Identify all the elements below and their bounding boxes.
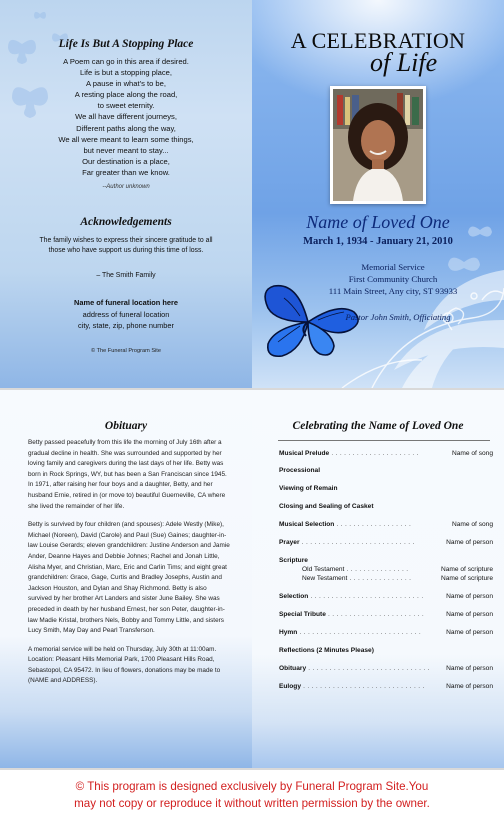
funeral-location-address: address of funeral location [82,310,170,319]
program-item-eulogy: Eulogy . . . . . . . . . . . . . . . . . . . . . . . . . . . . . Name of person [279,683,493,690]
program-item-prayer: Prayer . . . . . . . . . . . . . . . . . . . . . . . . . . . Name of person [279,539,493,546]
obituary-body [28,438,230,695]
poem-line: Our destination is a place, [82,156,170,166]
loved-one-name: Name of Loved One [306,212,450,232]
poem-line: Far greater than we know. [82,167,170,177]
program-item-closing-casket: Closing and Sealing of Casket [279,503,374,510]
acknowledgements-signature: – The Smith Family [96,272,156,279]
obituary-panel [0,390,252,768]
obituary-paragraph: Betty is survived by four children (and spouses): Adele Westly (Mike), Michael (Noreen), David (Carole) and Paul (Sue) Gaines; daughter-in-law Louise Gerards; eleven grandchildren: Justine Anderson and Jamie Ander, Deanne Hayes and Debbie Johnes; Rachel and Jonah Little, Alisha Myer, and Christian, Marc, Eric and Carlin Tims; and eight great grandchildren: Grace, Gage, Curtis and Bradley Josephs, Austin and Jackson Houston, and Dylan and Shay Richmond. Betty is also survived by her brother Art Landers and sister June Bailey. She was preceded in death by her husband Ernest, her son Peter, daughter-in-law Madie Kristal, brothers Nels, Bobby and Tommy Little, and sisters Lucy Smith, May Day and Pearl Transferson. [28,521,230,635]
poem-line: We all have different journeys, [75,112,177,122]
copyright-notice [0,778,504,812]
funeral-location-city: city, state, zip, phone number [78,321,174,330]
poem-text [0,56,252,178]
portrait-image [333,89,423,201]
order-of-service-title: Celebrating the Name of Loved One [292,420,464,432]
acknowledgements-title: Acknowledgements [80,216,172,228]
inside-sheet [0,390,504,768]
funeral-location-title: Name of funeral location here [74,298,178,307]
program-item-old-testament: Old Testament . . . . . . . . . . . . . . . Name of scripture [302,566,493,573]
life-dates: March 1, 1934 - January 21, 2010 [303,236,453,247]
copyright-line: may not copy or reproduce it without written permission by the owner. [74,797,430,810]
poem-line: but never meant to stay... [83,145,169,155]
order-of-service-panel [252,390,504,768]
portrait-photo [330,86,426,204]
program-item-viewing: Viewing of Remain [279,485,338,492]
obituary-paragraph: Betty passed peacefully from this life the morning of July 16th after a gradual decline in health. She was surrounded and supported by her loving family and caregivers during the last days of her life. Betty was born in Rock Springs, WY, but has been a San Franciscan since 1945. In 1971, after raising her four boys and a daughter, Betty, and her husband Ernie, retired in (or move to) beautiful Guerneville, CA where she lived the remainder of her life. [28,439,227,510]
program-item-processional: Processional [279,467,321,474]
program-item-selection: Selection . . . . . . . . . . . . . . . . . . . . . . . . . . . Name of person [279,593,493,600]
poem-line: Different paths along the way, [76,123,176,133]
program-item-reflections: Reflections (2 Minutes Please) [279,647,374,654]
service-address: 111 Main Street, Any city, ST 93933 [328,286,458,296]
acknowledgements-text: The family wishes to express their sincere gratitude to all those who have support us during this time of loss. [39,237,213,254]
poem-line: to sweet eternity. [97,101,155,111]
cover-subheading: of Life [370,48,438,77]
program-item-hymn: Hymn . . . . . . . . . . . . . . . . . . . . . . . . . . . . . Name of person [279,629,493,636]
cover-heading: A CELEBRATION [290,28,466,53]
poem-line: Life is but a stopping place, [79,68,173,78]
poem-line: A resting place along the road, [74,90,178,100]
poem-panel [0,0,252,388]
program-item-obituary: Obituary . . . . . . . . . . . . . . . . . . . . . . . . . . . . . Name of person [279,665,493,672]
small-copyright: © The Funeral Program Site [91,348,161,354]
obituary-title: Obituary [104,420,148,432]
poem-author: --Author unknown [102,184,150,190]
front-sheet [0,0,504,388]
officiant: Pastor John Smith, Officiating [345,312,451,322]
program-item-musical-prelude: Musical Prelude . . . . . . . . . . . . . . . . . . . . . Name of song [279,450,493,457]
copyright-line: © This program is designed exclusively by Funeral Program Site.You [75,780,429,793]
service-type: Memorial Service [361,262,425,272]
copyright-footer [0,770,504,828]
poem-line: We all were meant to learn some things, [58,134,194,144]
program-item-scripture: Scripture [279,557,308,564]
service-venue: First Community Church [348,274,438,284]
poem-title: Life Is But A Stopping Place [58,38,194,50]
program-item-musical-selection: Musical Selection . . . . . . . . . . . . . . . . . . Name of song [279,521,493,528]
poem-line: A pause in what's to be, [86,79,166,89]
title-divider [278,440,490,441]
poem-line: A Poem can go in this area if desired. [63,57,189,66]
obituary-paragraph: A memorial service will be held on Thursday, July 30th at 11:00am. Location: Pleasant Hills Memorial Park, 1700 Pleasant Hills Road, Sebastopol, CA 95472. In lieu of flowers, donations may be made to (NAME and ADDRESS). [28,645,221,685]
program-item-new-testament: New Testament . . . . . . . . . . . . . . . Name of scripture [302,575,493,582]
program-item-special-tribute: Special Tribute . . . . . . . . . . . . . . . . . . . . . . . Name of person [279,611,493,618]
cover-panel [252,0,504,388]
